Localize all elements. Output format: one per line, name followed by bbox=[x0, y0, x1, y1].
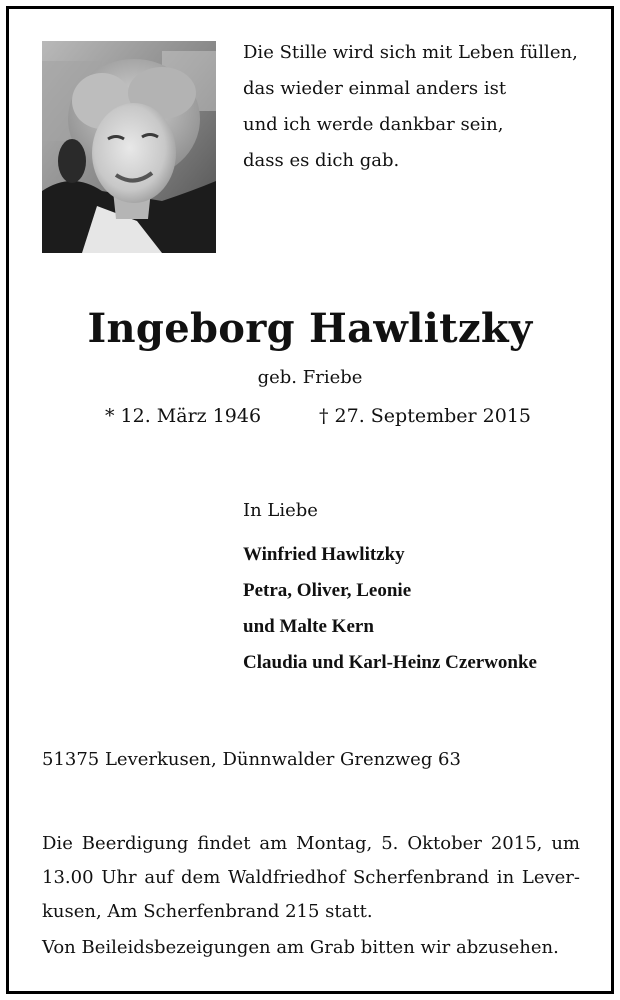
birth-date: * 12. März 1946 bbox=[105, 405, 262, 427]
portrait-photo bbox=[42, 41, 216, 253]
funeral-details bbox=[42, 827, 580, 929]
death-date: † 27. September 2015 bbox=[319, 405, 531, 427]
maiden-name: geb. Friebe bbox=[257, 367, 363, 388]
address: 51375 Leverkusen, Dünnwalder Grenzweg 63 bbox=[42, 749, 461, 770]
deceased-name: Ingeborg Hawlitzky bbox=[87, 305, 533, 352]
obituary-notice bbox=[6, 6, 614, 994]
poem-line: Die Stille wird sich mit Leben füllen, bbox=[243, 42, 578, 63]
mourner-name: Claudia und Karl-Heinz Czerwonke bbox=[243, 652, 537, 673]
poem-line: dass es dich gab. bbox=[243, 150, 400, 171]
poem bbox=[243, 35, 583, 179]
mourners-block bbox=[243, 499, 603, 681]
funeral-line: 13.00 Uhr auf dem Waldfriedhof Scherfenbrand in Lever- bbox=[42, 867, 580, 888]
condolence-note: Von Beileidsbezeigungen am Grab bitten wir abzusehen. bbox=[42, 937, 559, 958]
mourner-name: Petra, Oliver, Leonie bbox=[243, 580, 412, 601]
funeral-line: Die Beerdigung findet am Montag, 5. Oktober 2015, um bbox=[42, 833, 580, 854]
mourner-name: Winfried Hawlitzky bbox=[243, 544, 405, 565]
poem-line: und ich werde dankbar sein, bbox=[243, 114, 504, 135]
funeral-line: kusen, Am Scherfenbrand 215 statt. bbox=[42, 901, 373, 922]
mourners-intro: In Liebe bbox=[243, 500, 318, 521]
mourner-name: und Malte Kern bbox=[243, 616, 374, 637]
poem-line: das wieder einmal anders ist bbox=[243, 78, 507, 99]
